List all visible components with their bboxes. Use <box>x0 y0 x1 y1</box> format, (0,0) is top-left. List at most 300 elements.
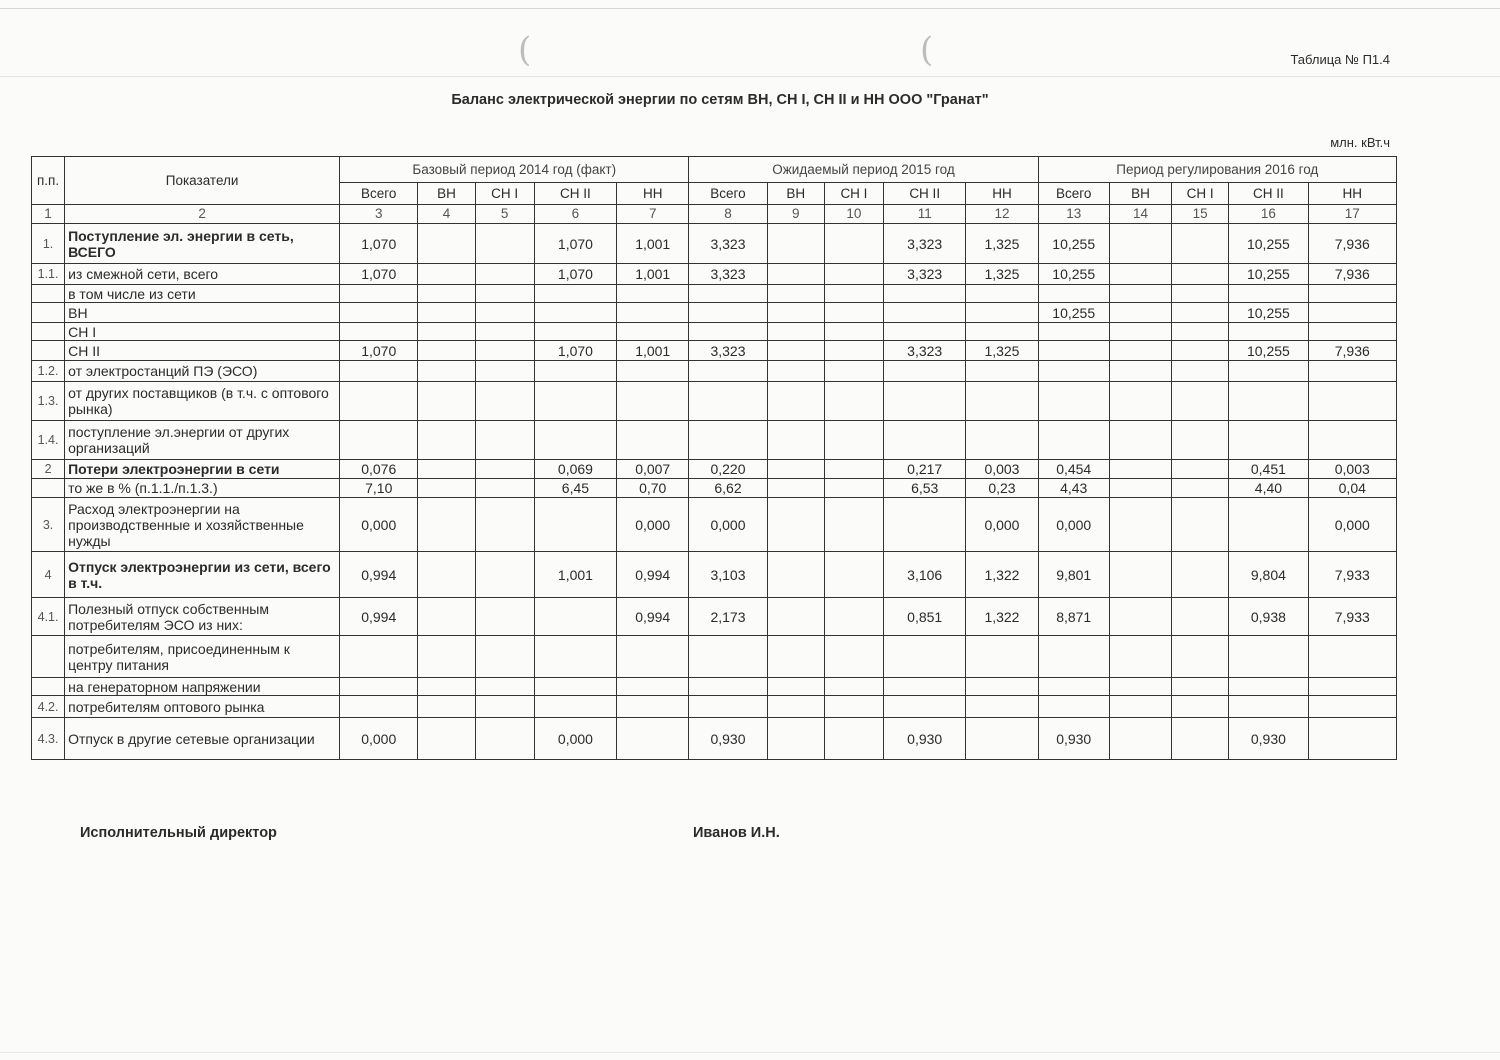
row-number <box>32 678 65 696</box>
header-subcolumn: НН <box>1308 183 1396 205</box>
value-cell <box>689 285 767 303</box>
value-cell <box>884 361 966 382</box>
value-cell: 0,000 <box>534 718 616 760</box>
value-cell <box>689 678 767 696</box>
value-cell <box>1172 361 1229 382</box>
value-cell: 3,103 <box>689 552 767 598</box>
row-label: поступление эл.энергии от других организаций <box>65 421 340 460</box>
value-cell <box>475 361 534 382</box>
table-row <box>32 678 1397 696</box>
value-cell <box>1109 341 1171 361</box>
value-cell: 1,325 <box>966 224 1038 264</box>
value-cell <box>418 264 475 285</box>
value-cell: 2,173 <box>689 598 767 636</box>
value-cell <box>966 678 1038 696</box>
value-cell: 6,53 <box>884 479 966 498</box>
value-cell <box>617 696 689 718</box>
value-cell <box>475 552 534 598</box>
value-cell: 1,322 <box>966 552 1038 598</box>
value-cell: 9,801 <box>1038 552 1109 598</box>
column-number: 17 <box>1308 205 1396 224</box>
value-cell <box>824 224 883 264</box>
value-cell <box>1038 696 1109 718</box>
value-cell <box>617 421 689 460</box>
row-number: 4.2. <box>32 696 65 718</box>
value-cell: 0,451 <box>1229 460 1308 479</box>
punch-hole-mark: ( <box>920 30 934 70</box>
value-cell <box>418 323 475 341</box>
value-cell <box>418 421 475 460</box>
signer-role: Исполнительный директор <box>80 825 277 841</box>
row-number: 3. <box>32 498 65 552</box>
value-cell <box>1172 224 1229 264</box>
value-cell: 1,070 <box>340 224 418 264</box>
value-cell <box>1172 636 1229 678</box>
column-number: 9 <box>767 205 824 224</box>
value-cell: 0,938 <box>1229 598 1308 636</box>
value-cell <box>1172 678 1229 696</box>
row-label: Полезный отпуск собственным потребителям ЭСО из них: <box>65 598 340 636</box>
value-cell: 10,255 <box>1038 224 1109 264</box>
value-cell: 1,322 <box>966 598 1038 636</box>
value-cell <box>824 678 883 696</box>
column-number: 12 <box>966 205 1038 224</box>
value-cell <box>824 598 883 636</box>
table-row <box>32 479 1397 498</box>
value-cell: 1,070 <box>340 264 418 285</box>
value-cell: 10,255 <box>1038 264 1109 285</box>
value-cell <box>340 323 418 341</box>
table-row <box>32 224 1397 264</box>
row-number <box>32 479 65 498</box>
value-cell: 10,255 <box>1229 341 1308 361</box>
table-row <box>32 460 1397 479</box>
value-cell: 3,323 <box>689 341 767 361</box>
value-cell: 0,000 <box>617 498 689 552</box>
value-cell <box>1109 285 1171 303</box>
value-cell <box>884 636 966 678</box>
value-cell: 10,255 <box>1229 303 1308 323</box>
header-subcolumn: СН I <box>1172 183 1229 205</box>
value-cell: 1,070 <box>534 341 616 361</box>
value-cell: 3,323 <box>884 224 966 264</box>
balance-table <box>31 156 1397 760</box>
row-number: 1. <box>32 224 65 264</box>
value-cell: 0,23 <box>966 479 1038 498</box>
value-cell: 0,000 <box>340 718 418 760</box>
value-cell <box>1038 323 1109 341</box>
value-cell <box>534 598 616 636</box>
value-cell <box>475 341 534 361</box>
value-cell <box>475 696 534 718</box>
value-cell: 7,933 <box>1308 552 1396 598</box>
value-cell <box>884 696 966 718</box>
value-cell: 10,255 <box>1038 303 1109 323</box>
header-subcolumn: ВН <box>1109 183 1171 205</box>
column-number: 10 <box>824 205 883 224</box>
value-cell <box>1229 382 1308 421</box>
units-label: млн. кВт.ч <box>1330 135 1390 150</box>
value-cell <box>418 678 475 696</box>
table-row <box>32 598 1397 636</box>
value-cell <box>617 303 689 323</box>
value-cell <box>340 382 418 421</box>
value-cell <box>1109 696 1171 718</box>
header-subcolumn: СН II <box>534 183 616 205</box>
row-label: ВН <box>65 303 340 323</box>
value-cell: 1,001 <box>617 264 689 285</box>
table-body <box>32 157 1397 760</box>
value-cell: 0,851 <box>884 598 966 636</box>
value-cell <box>1172 285 1229 303</box>
value-cell: 8,871 <box>1038 598 1109 636</box>
value-cell <box>966 421 1038 460</box>
value-cell <box>534 421 616 460</box>
value-cell: 0,930 <box>689 718 767 760</box>
value-cell <box>824 361 883 382</box>
value-cell <box>340 285 418 303</box>
value-cell <box>1038 285 1109 303</box>
table-row <box>32 552 1397 598</box>
value-cell: 0,04 <box>1308 479 1396 498</box>
value-cell: 7,936 <box>1308 264 1396 285</box>
value-cell <box>767 460 824 479</box>
value-cell: 0,000 <box>340 498 418 552</box>
value-cell <box>617 718 689 760</box>
value-cell <box>966 382 1038 421</box>
value-cell <box>1109 479 1171 498</box>
value-cell <box>689 636 767 678</box>
row-number: 1.3. <box>32 382 65 421</box>
header-subcolumn: ВН <box>418 183 475 205</box>
signer-name: Иванов И.Н. <box>693 825 780 841</box>
row-number: 1.1. <box>32 264 65 285</box>
column-number: 5 <box>475 205 534 224</box>
value-cell <box>1109 224 1171 264</box>
header-subcolumn: СН I <box>824 183 883 205</box>
value-cell: 0,220 <box>689 460 767 479</box>
value-cell <box>689 361 767 382</box>
value-cell <box>534 678 616 696</box>
value-cell <box>475 678 534 696</box>
value-cell: 1,070 <box>340 341 418 361</box>
value-cell <box>534 696 616 718</box>
table-row <box>32 323 1397 341</box>
value-cell <box>1038 636 1109 678</box>
value-cell <box>475 303 534 323</box>
value-cell <box>340 361 418 382</box>
value-cell: 0,70 <box>617 479 689 498</box>
value-cell <box>1172 341 1229 361</box>
row-number: 1.4. <box>32 421 65 460</box>
value-cell <box>418 498 475 552</box>
value-cell <box>340 696 418 718</box>
row-label: Потери электроэнергии в сети <box>65 460 340 479</box>
value-cell <box>884 421 966 460</box>
value-cell: 0,007 <box>617 460 689 479</box>
row-number <box>32 323 65 341</box>
value-cell <box>966 303 1038 323</box>
value-cell: 0,994 <box>617 552 689 598</box>
value-cell <box>884 323 966 341</box>
column-number: 15 <box>1172 205 1229 224</box>
column-number: 11 <box>884 205 966 224</box>
value-cell <box>1109 498 1171 552</box>
value-cell <box>1109 323 1171 341</box>
value-cell <box>1172 264 1229 285</box>
value-cell <box>475 598 534 636</box>
value-cell: 0,003 <box>966 460 1038 479</box>
column-number: 8 <box>689 205 767 224</box>
value-cell <box>1172 552 1229 598</box>
value-cell <box>767 696 824 718</box>
value-cell <box>1172 460 1229 479</box>
value-cell <box>767 421 824 460</box>
value-cell <box>475 460 534 479</box>
value-cell <box>1172 598 1229 636</box>
header-subcolumn: ВН <box>767 183 824 205</box>
header-subcolumn: Всего <box>340 183 418 205</box>
value-cell <box>1229 498 1308 552</box>
value-cell <box>824 264 883 285</box>
value-cell <box>1172 718 1229 760</box>
row-number <box>32 303 65 323</box>
value-cell <box>418 341 475 361</box>
value-cell: 6,62 <box>689 479 767 498</box>
value-cell: 6,45 <box>534 479 616 498</box>
value-cell <box>1229 361 1308 382</box>
value-cell <box>418 636 475 678</box>
table-row <box>32 285 1397 303</box>
value-cell <box>340 678 418 696</box>
value-cell <box>475 421 534 460</box>
value-cell <box>475 264 534 285</box>
value-cell <box>689 303 767 323</box>
table-row <box>32 498 1397 552</box>
value-cell: 0,000 <box>966 498 1038 552</box>
value-cell <box>966 696 1038 718</box>
value-cell <box>475 479 534 498</box>
value-cell <box>1229 636 1308 678</box>
value-cell <box>767 303 824 323</box>
table-row <box>32 636 1397 678</box>
value-cell <box>418 696 475 718</box>
row-number: 4.3. <box>32 718 65 760</box>
value-cell: 0,003 <box>1308 460 1396 479</box>
value-cell <box>534 303 616 323</box>
value-cell <box>1172 421 1229 460</box>
table-row <box>32 718 1397 760</box>
value-cell <box>534 285 616 303</box>
row-number <box>32 285 65 303</box>
value-cell <box>617 323 689 341</box>
value-cell <box>824 285 883 303</box>
value-cell: 0,930 <box>1229 718 1308 760</box>
value-cell <box>767 598 824 636</box>
row-label: от других поставщиков (в т.ч. с оптового рынка) <box>65 382 340 421</box>
value-cell <box>418 552 475 598</box>
value-cell <box>475 323 534 341</box>
value-cell: 1,325 <box>966 341 1038 361</box>
value-cell <box>617 285 689 303</box>
value-cell <box>966 285 1038 303</box>
value-cell <box>617 361 689 382</box>
value-cell <box>1308 323 1396 341</box>
value-cell <box>534 498 616 552</box>
table-row <box>32 264 1397 285</box>
value-cell <box>617 382 689 421</box>
value-cell <box>475 636 534 678</box>
value-cell <box>1229 323 1308 341</box>
value-cell <box>1229 285 1308 303</box>
value-cell <box>1172 303 1229 323</box>
value-cell <box>767 552 824 598</box>
value-cell <box>966 718 1038 760</box>
header-subcolumn: Всего <box>1038 183 1109 205</box>
value-cell: 0,069 <box>534 460 616 479</box>
header-subcolumn: СН I <box>475 183 534 205</box>
row-label: из смежной сети, всего <box>65 264 340 285</box>
value-cell <box>418 361 475 382</box>
scan-artifact-line <box>0 76 1500 77</box>
scan-artifact-line <box>0 8 1500 9</box>
value-cell <box>1038 421 1109 460</box>
value-cell <box>824 718 883 760</box>
document-title: Баланс электрической энергии по сетям ВН, СН I, СН II и НН ООО "Гранат" <box>451 92 989 108</box>
value-cell <box>767 264 824 285</box>
value-cell <box>1109 460 1171 479</box>
value-cell <box>475 224 534 264</box>
value-cell <box>534 382 616 421</box>
header-subcolumn: НН <box>617 183 689 205</box>
column-number: 3 <box>340 205 418 224</box>
value-cell <box>824 382 883 421</box>
value-cell <box>1308 678 1396 696</box>
value-cell: 0,994 <box>340 552 418 598</box>
row-label: то же в % (п.1.1./п.1.3.) <box>65 479 340 498</box>
header-pp: п.п. <box>32 157 65 205</box>
row-label: СН I <box>65 323 340 341</box>
value-cell <box>1229 421 1308 460</box>
value-cell: 1,325 <box>966 264 1038 285</box>
value-cell <box>1038 341 1109 361</box>
value-cell: 4,43 <box>1038 479 1109 498</box>
value-cell <box>767 498 824 552</box>
value-cell: 10,255 <box>1229 224 1308 264</box>
table-row <box>32 696 1397 718</box>
value-cell <box>418 718 475 760</box>
header-subcolumn: НН <box>966 183 1038 205</box>
value-cell <box>418 479 475 498</box>
value-cell: 0,994 <box>617 598 689 636</box>
value-cell <box>1308 382 1396 421</box>
value-cell <box>824 479 883 498</box>
value-cell <box>617 678 689 696</box>
table-row <box>32 382 1397 421</box>
value-cell <box>824 636 883 678</box>
value-cell: 1,070 <box>534 224 616 264</box>
value-cell <box>824 303 883 323</box>
value-cell: 7,936 <box>1308 224 1396 264</box>
value-cell: 3,106 <box>884 552 966 598</box>
value-cell: 1,001 <box>534 552 616 598</box>
value-cell <box>418 382 475 421</box>
value-cell <box>767 636 824 678</box>
row-label: Поступление эл. энергии в сеть, ВСЕГО <box>65 224 340 264</box>
value-cell <box>340 636 418 678</box>
row-number: 1.2. <box>32 361 65 382</box>
value-cell <box>884 498 966 552</box>
value-cell: 0,930 <box>1038 718 1109 760</box>
value-cell <box>475 718 534 760</box>
column-number: 4 <box>418 205 475 224</box>
row-number <box>32 341 65 361</box>
value-cell <box>534 361 616 382</box>
table-number: Таблица № П1.4 <box>1290 52 1390 67</box>
header-row-groups <box>32 157 1397 183</box>
value-cell <box>767 678 824 696</box>
value-cell <box>767 479 824 498</box>
row-label: от электростанций ПЭ (ЭСО) <box>65 361 340 382</box>
value-cell <box>418 460 475 479</box>
row-label: Отпуск в другие сетевые организации <box>65 718 340 760</box>
value-cell: 0,000 <box>1308 498 1396 552</box>
header-group-2014: Базовый период 2014 год (факт) <box>340 157 689 183</box>
header-subcolumn: Всего <box>689 183 767 205</box>
row-label: Отпуск электроэнергии из сети, всего в т.ч. <box>65 552 340 598</box>
value-cell <box>534 323 616 341</box>
value-cell <box>1172 498 1229 552</box>
value-cell <box>689 382 767 421</box>
value-cell: 7,933 <box>1308 598 1396 636</box>
value-cell: 1,001 <box>617 341 689 361</box>
value-cell <box>1172 382 1229 421</box>
header-subcolumn: СН II <box>884 183 966 205</box>
value-cell <box>884 382 966 421</box>
value-cell <box>1109 598 1171 636</box>
value-cell <box>1308 636 1396 678</box>
value-cell <box>824 341 883 361</box>
scan-artifact-line <box>0 1052 1500 1053</box>
value-cell: 0,217 <box>884 460 966 479</box>
value-cell <box>418 224 475 264</box>
value-cell <box>1172 696 1229 718</box>
value-cell <box>534 636 616 678</box>
row-number <box>32 636 65 678</box>
table-row <box>32 421 1397 460</box>
value-cell <box>1308 696 1396 718</box>
value-cell <box>1109 636 1171 678</box>
row-label: в том числе из сети <box>65 285 340 303</box>
value-cell <box>475 382 534 421</box>
value-cell <box>966 323 1038 341</box>
value-cell: 3,323 <box>689 264 767 285</box>
header-indicators: Показатели <box>65 157 340 205</box>
row-label: СН II <box>65 341 340 361</box>
value-cell <box>966 361 1038 382</box>
row-label: потребителям оптового рынка <box>65 696 340 718</box>
value-cell <box>1109 552 1171 598</box>
value-cell <box>767 285 824 303</box>
value-cell <box>1109 303 1171 323</box>
column-number: 1 <box>32 205 65 224</box>
value-cell <box>689 696 767 718</box>
value-cell <box>1308 285 1396 303</box>
value-cell <box>1109 421 1171 460</box>
value-cell: 3,323 <box>884 341 966 361</box>
header-subcolumn: СН II <box>1229 183 1308 205</box>
value-cell <box>340 303 418 323</box>
